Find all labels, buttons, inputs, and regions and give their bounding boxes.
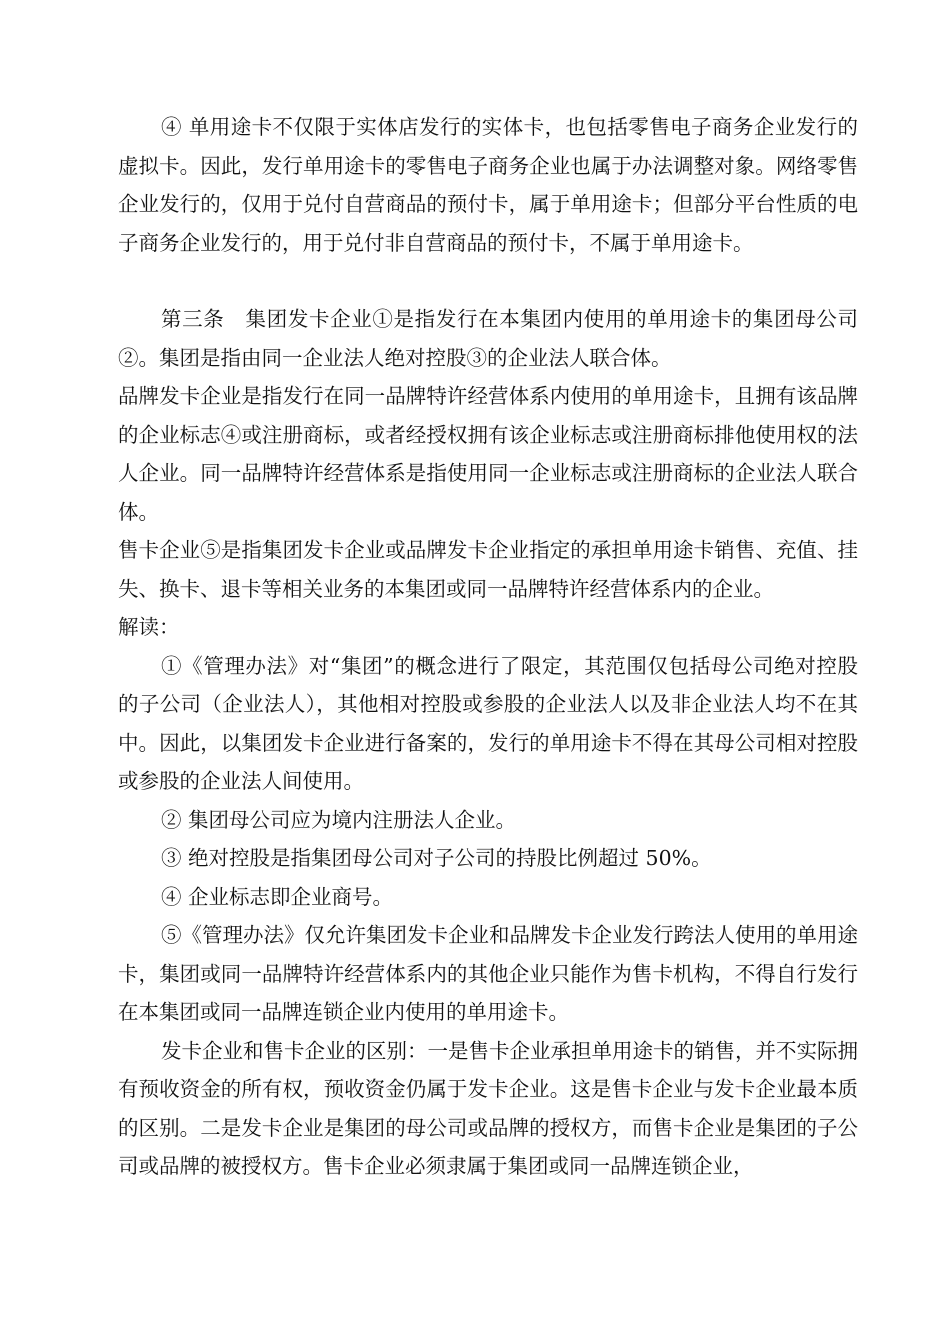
paragraph-note-2-parent-company: ② 集团母公司应为境内注册法人企业。 <box>161 807 517 832</box>
paragraph-note-3-absolute-control: ③ 绝对控股是指集团母公司对子公司的持股比例超过 50%。 <box>161 846 712 870</box>
paragraph-note-4-enterprise-mark: ④ 企业标志即企业商号。 <box>161 884 394 909</box>
paragraph-issuer-vs-seller: 发卡企业和售卡企业的区别：一是售卡企业承担单用途卡的销售，并不实际拥有预收资金的所有权，预收资金仍属于发卡企业。这是售卡企业与发卡企业最本质的区别。二是发卡企业是集团的母公司或品牌的授权方，而售卡企业是集团的子公司或品牌的被授权方。售卡企业必须隶属于集团或同一品牌连锁企业， <box>118 1038 858 1178</box>
document-body <box>118 108 858 1186</box>
paragraph-card-seller: 售卡企业⑤是指集团发卡企业或品牌发卡企业指定的承担单用途卡销售、充值、挂失、换卡、退卡等相关业务的本集团或同一品牌特许经营体系内的企业。 <box>118 538 858 601</box>
paragraph-interpretation-heading: 解读： <box>118 615 180 639</box>
paragraph-note-1-group-definition: ①《管理办法》对“集团”的概念进行了限定，其范围仅包括母公司绝对控股的子公司（企业法人），其他相对控股或参股的企业法人以及非企业法人均不在其中。因此，以集团发卡企业进行备案的，发行的单用途卡不得在其母公司相对控股或参股的企业法人间使用。 <box>118 653 858 793</box>
paragraph-interpretation-4-online-retail: ④ 单用途卡不仅限于实体店发行的实体卡，也包括零售电子商务企业发行的虚拟卡。因此，发行单用途卡的零售电子商务企业也属于办法调整对象。网络零售企业发行的，仅用于兑付自营商品的预付卡，属于单用途卡；但部分平台性质的电子商务企业发行的，用于兑付非自营商品的预付卡，不属于单用途卡。 <box>118 115 858 255</box>
paragraph-note-5-cross-entity: ⑤《管理办法》仅允许集团发卡企业和品牌发卡企业发行跨法人使用的单用途卡，集团或同一品牌特许经营体系内的其他企业只能作为售卡机构，不得自行发行在本集团或同一品牌连锁企业内使用的单用途卡。 <box>118 923 858 1024</box>
paragraph-article-3-group-issuer: 第三条 集团发卡企业①是指发行在本集团内使用的单用途卡的集团母公司②。集团是指由同一企业法人绝对控股③的企业法人联合体。 <box>118 307 858 370</box>
paragraph-brand-issuer: 品牌发卡企业是指发行在同一品牌特许经营体系内使用的单用途卡，且拥有该品牌的企业标志④或注册商标，或者经授权拥有该企业标志或注册商标排他使用权的法人企业。同一品牌特许经营体系是指使用同一企业标志或注册商标的企业法人联合体。 <box>118 384 858 524</box>
